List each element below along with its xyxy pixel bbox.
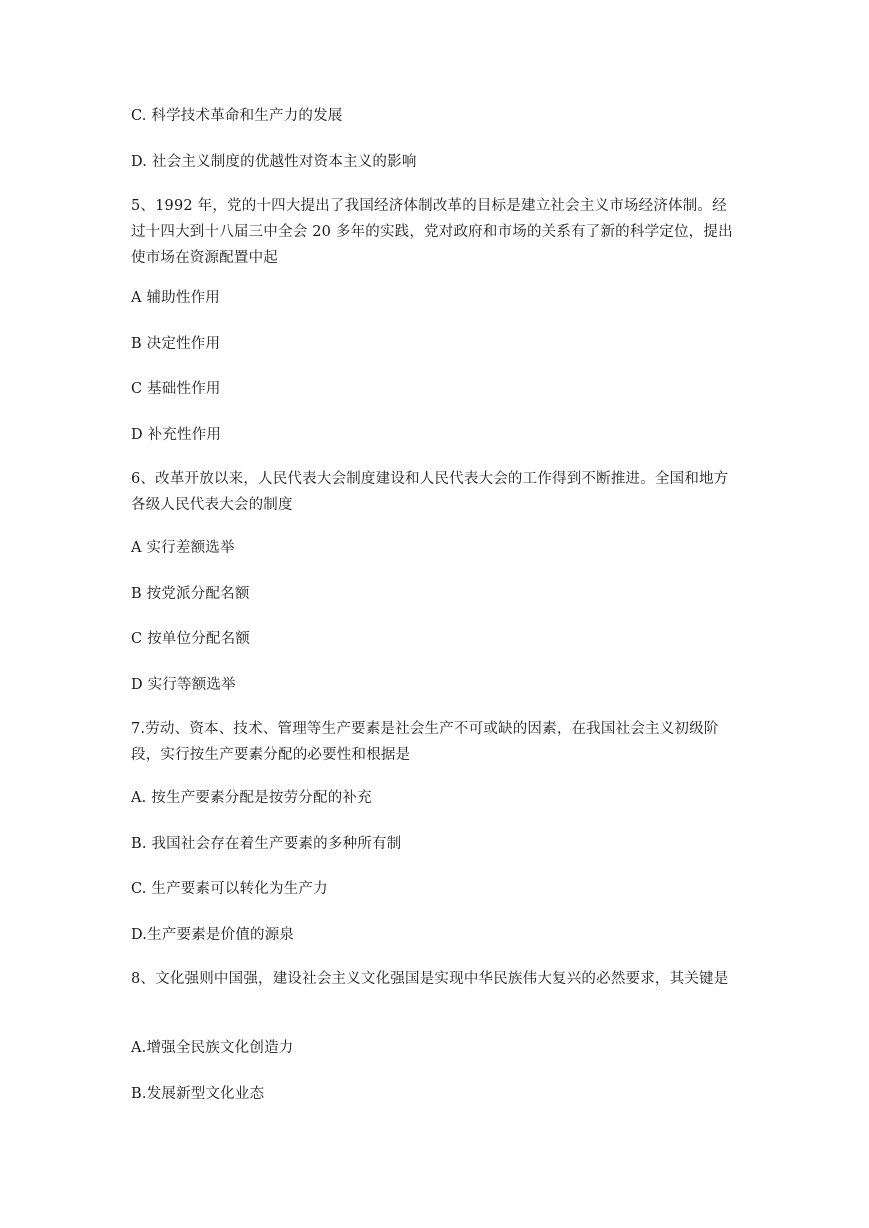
option-a-q5: A 辅助性作用 bbox=[131, 290, 220, 306]
option-d-q7: D.生产要素是价值的源泉 bbox=[131, 927, 295, 943]
option-c-q4: C. 科学技术革命和生产力的发展 bbox=[131, 108, 343, 124]
option-a-q6: A 实行差额选举 bbox=[131, 540, 235, 556]
question-5: 5、1992 年，党的十四大提出了我国经济体制改革的目标是建立社会主义市场经济体制。经过十四大到十八届三中全会 20 多年的实践，党对政府和市场的关系有了新的科学定位，提出使市场在资源配置中起 bbox=[131, 198, 733, 266]
option-c-q6: C 按单位分配名额 bbox=[131, 631, 251, 647]
option-b-q7: B. 我国社会存在着生产要素的多种所有制 bbox=[131, 836, 402, 852]
option-d-q5: D 补充性作用 bbox=[131, 427, 222, 443]
option-b-q5: B 决定性作用 bbox=[131, 336, 221, 352]
option-d-q6: D 实行等额选举 bbox=[131, 677, 236, 693]
option-a-q7: A. 按生产要素分配是按劳分配的补充 bbox=[131, 790, 372, 806]
question-7: 7.劳动、资本、技术、管理等生产要素是社会生产不可或缺的因素，在我国社会主义初级阶段，实行按生产要素分配的必要性和根据是 bbox=[131, 721, 719, 763]
question-8: 8、文化强则中国强，建设社会主义文化强国是实现中华民族伟大复兴的必然要求，其关键是 bbox=[131, 971, 729, 987]
question-6: 6、改革开放以来，人民代表大会制度建设和人民代表大会的工作得到不断推进。全国和地方各级人民代表大会的制度 bbox=[131, 471, 729, 513]
option-a-q8: A.增强全民族文化创造力 bbox=[131, 1040, 294, 1056]
option-b-q6: B 按党派分配名额 bbox=[131, 586, 250, 602]
option-c-q7: C. 生产要素可以转化为生产力 bbox=[131, 881, 328, 897]
option-d-q4: D. 社会主义制度的优越性对资本主义的影响 bbox=[131, 154, 417, 170]
option-b-q8: B.发展新型文化业态 bbox=[131, 1086, 265, 1102]
option-c-q5: C 基础性作用 bbox=[131, 381, 221, 397]
